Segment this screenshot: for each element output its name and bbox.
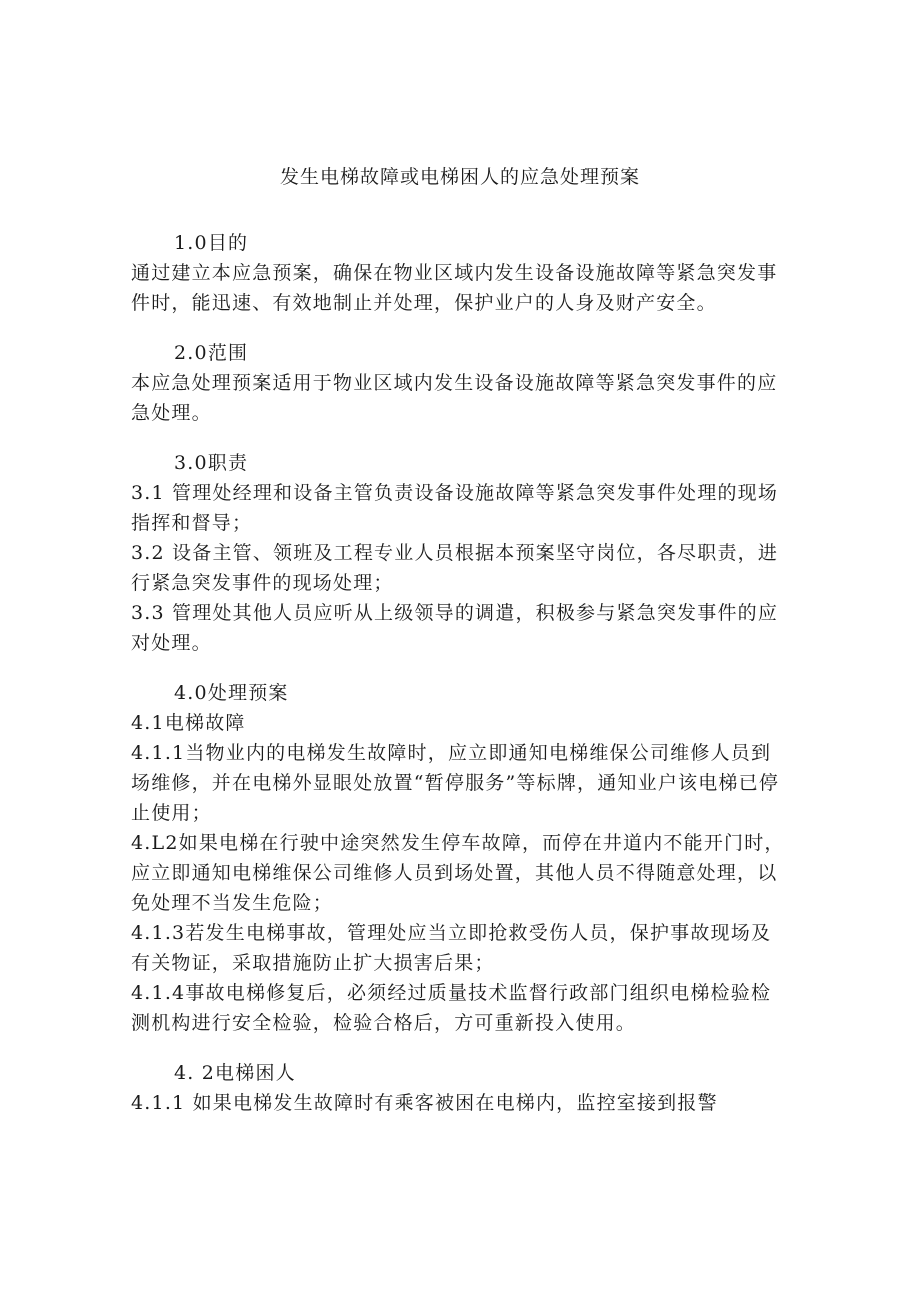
elevator-fault-item: 4.1.3若发生电梯事故，管理处应当立即抢救受伤人员，保护事故现场及有关物证，采取措施防止扩大损害后果； bbox=[131, 922, 772, 974]
elevator-fault-item: 4.L2如果电梯在行驶中途突然发生停车故障，而停在井道内不能开门时，应立即通知电梯维保公司维修人员到场处置，其他人员不得随意处理，以免处理不当发生危险； bbox=[131, 832, 785, 914]
purpose-heading: 1.0目的 bbox=[174, 232, 249, 254]
duty-item: 3.1 管理处经理和设备主管负责设备设施故障等紧急突发事件处理的现场指挥和督导； bbox=[131, 482, 779, 534]
duty-item: 3.3 管理处其他人员应听从上级领导的调遣，积极参与紧急突发事件的应对处理。 bbox=[131, 602, 779, 654]
elevator-fault-item: 4.1.4事故电梯修复后，必须经过质量技术监督行政部门组织电梯检验检测机构进行安全检验，检验合格后，方可重新投入使用。 bbox=[131, 982, 772, 1034]
elevator-fault-heading: 4.1电梯故障 bbox=[131, 712, 246, 734]
document-body bbox=[131, 228, 791, 1118]
scope-heading: 2.0范围 bbox=[174, 342, 249, 364]
document-title: 发生电梯故障或电梯困人的应急处理预案 bbox=[279, 166, 640, 188]
elevator-fault-item: 4.1.1当物业内的电梯发生故障时，应立即通知电梯维保公司维修人员到场维修，并在电梯外显眼处放置“暂停服务”等标牌，通知业户该电梯已停止使用； bbox=[131, 742, 780, 824]
plan-heading: 4.0处理预案 bbox=[174, 682, 289, 704]
trapped-passenger-heading: 4. 2电梯困人 bbox=[174, 1062, 296, 1084]
scope-paragraph: 本应急处理预案适用于物业区域内发生设备设施故障等紧急突发事件的应急处理。 bbox=[131, 372, 778, 424]
duty-item: 3.2 设备主管、领班及工程专业人员根据本预案坚守岗位，各尽职责，进行紧急突发事件的现场处理； bbox=[131, 542, 779, 594]
duties-heading: 3.0职责 bbox=[174, 452, 249, 474]
purpose-paragraph: 通过建立本应急预案，确保在物业区域内发生设备设施故障等紧急突发事件时，能迅速、有效地制止并处理，保护业户的人身及财产安全。 bbox=[131, 262, 778, 314]
trapped-passenger-item: 4.1.1 如果电梯发生故障时有乘客被困在电梯内，监控室接到报警 bbox=[131, 1092, 718, 1114]
